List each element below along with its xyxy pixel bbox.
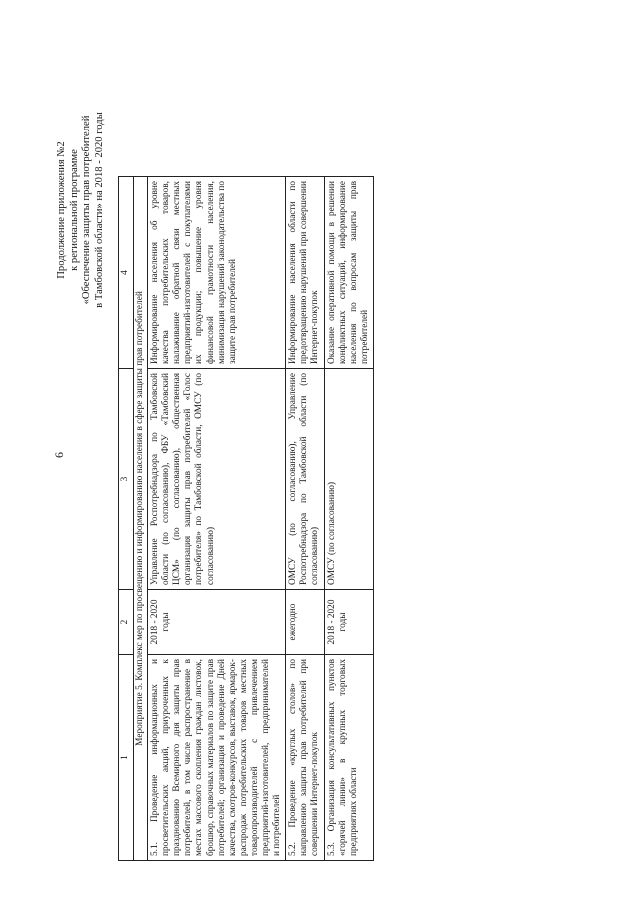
measures-table [118,176,374,861]
measure-period: ежегодно [286,590,324,655]
measure-result: Оказание оперативной помощи в решении конфликтных ситуаций, информирование населения по вопросам защиты прав потребителей [324,177,373,369]
measure-executors: Управление Роспотребнадзора по Тамбовской области (по согласованию), ФБУ «Тамбовский ЦСМ» (по согласованию), общественная организация защиты прав потребителей «Голос потребителя» по Тамбовской области, ОМСУ (по согласованию) [148,369,286,590]
column-header-1: 1 [119,655,134,861]
measure-result: Информирование населения об уровне качества потребительских товаров, налаживание обратной связи местных предприятий-изготовителей с покупателями их продукции; повышение уровня финансовой грамотности населения, минимизация нарушений законодательства по защите прав потребителей [148,177,286,369]
measure-description: 5.3. Организация консультативных пунктов «горячей линии» в крупных торговых предприятиях области [324,655,373,861]
column-header-3: 3 [119,369,134,590]
heading-line-3: «Обеспечение защиты прав потребителей [81,115,93,305]
measure-executors: ОМСУ (по согласованию) [324,369,373,590]
measure-executors: ОМСУ (по согласованию), Управление Роспотребнадзора по Тамбовской области (по согласованию) [286,369,324,590]
heading-line-2: к региональной программе [68,149,80,271]
appendix-heading [56,45,106,375]
column-header-4: 4 [119,177,134,369]
measure-period: 2018 - 2020 годы [324,590,373,655]
section-row [134,177,148,861]
section-title: Мероприятие 5. Комплекс мер по просвещению и информированию населения в сфере защиты прав потребителей [134,177,148,861]
measure-description: 5.2. Проведение «круглых столов» по направлению защиты прав потребителей при совершении Интернет-покупок [286,655,324,861]
heading-line-1: Продолжение приложения №2 [56,141,67,279]
measure-result: Информирование населения области по предотвращению нарушений при совершении Интернет-покупок [286,177,324,369]
table-row [324,177,373,861]
table-row [148,177,286,861]
page-number: 6 [52,452,66,458]
measure-description: 5.1. Проведение информационных и просветительских акций, приуроченных к празднованию Всемирного дня защиты прав потребителей, в том числе распространение в местах массового скопления граждан листовок, брошюр, справочных материалов по защите прав потребителей; организация и проведение Дней качества, смотров-конкурсов, выставок, ярмарок-распродаж потребительских товаров местных товаропроизводителей с привлечением предприятий-изготовителей, предпринимателей и потребителей [148,655,286,861]
heading-line-4: в Тамбовской области» на 2018 - 2020 годы [93,112,105,308]
table-header-row [119,177,134,861]
table-row [286,177,324,861]
column-header-2: 2 [119,590,134,655]
measure-period: 2018 - 2020 годы [148,590,286,655]
